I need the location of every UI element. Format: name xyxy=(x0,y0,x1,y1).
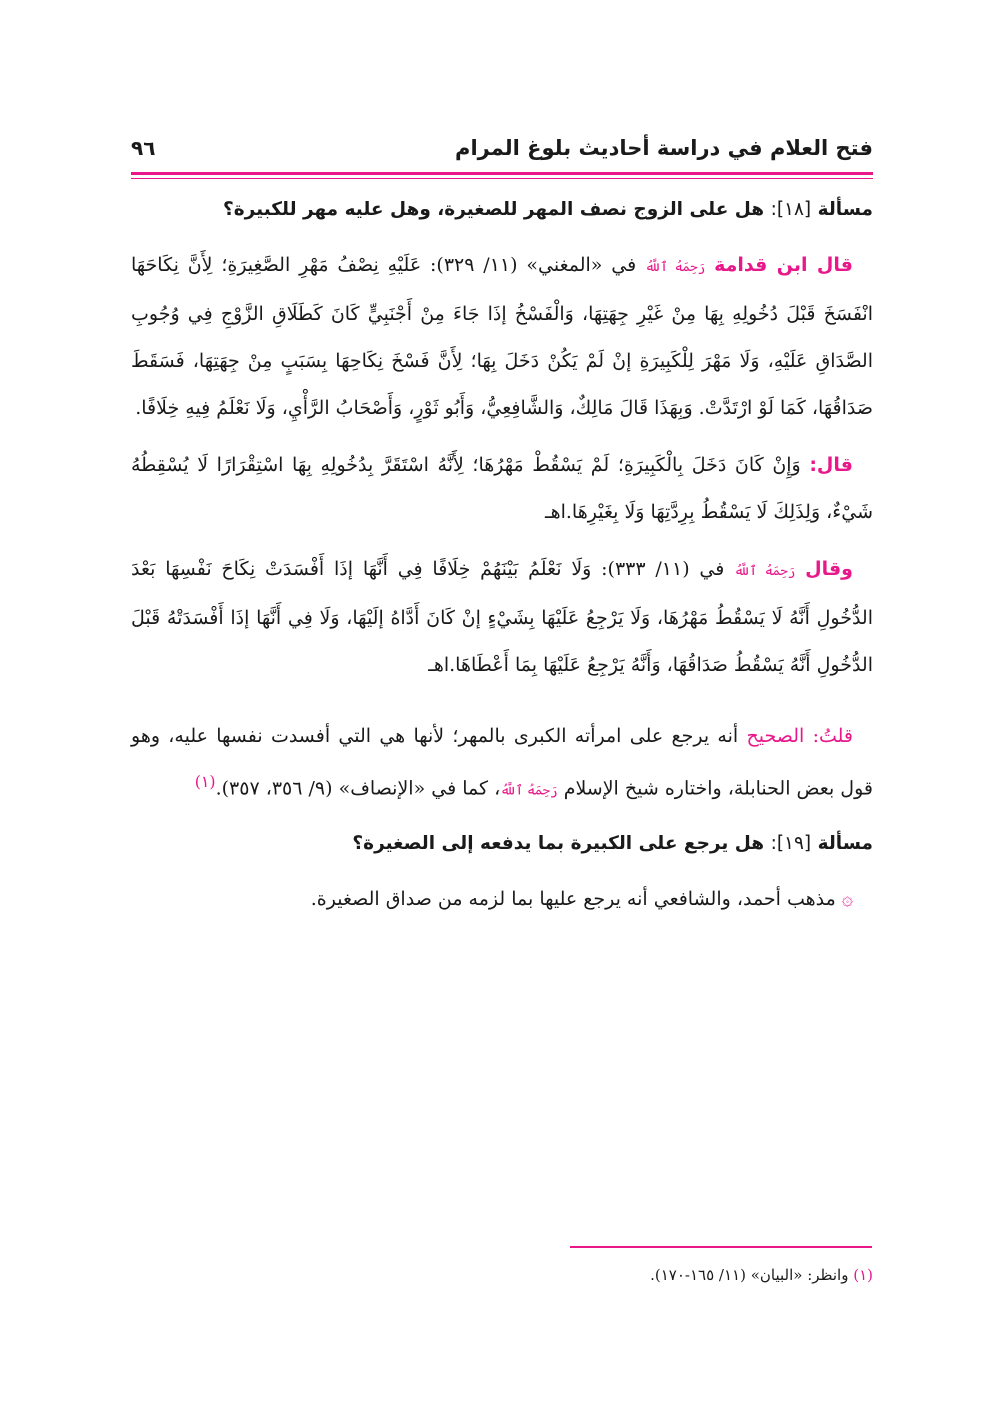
footnote-text: وانظر: «البيان» (١١/ ١٦٥-١٧٠). xyxy=(650,1266,854,1284)
page-number: ٩٦ xyxy=(131,136,156,160)
madhhab-text: مذهب أحمد، والشافعي أنه يرجع عليها بما لزمه من صداق الصغيرة. xyxy=(310,888,842,911)
sahih-keyword: الصحيح xyxy=(746,725,805,747)
footnote-number: (١) xyxy=(853,1266,873,1284)
question-text: هل على الزوج نصف المهر للصغيرة، وهل عليه مهر للكبيرة؟ xyxy=(223,199,765,220)
page-header xyxy=(131,126,873,170)
question-number: [١٩]: xyxy=(770,833,812,855)
footnote-ref[interactable]: (١) xyxy=(194,772,216,791)
quote-text: وَإِنْ كَانَ دَخَلَ بِالْكَبِيرَةِ؛ لَمْ يَسْقُطْ مَهْرُهَا؛ لِأَنَّهُ اسْتَقَرَّ بِدُخُولِهِ بِهَا اسْتِقْرَارًا لَا يُسْقِطُهُ شَيْءٌ، وَلِذَلِكَ لَا يَسْقُطُ بِرِدَّتِهَا وَلَا بِغَيْرِهَا.اهـ xyxy=(131,454,873,523)
question-number: [١٨]: xyxy=(770,199,812,220)
honorific-mark: رَحِمَهُ ٱللَّهُ xyxy=(734,564,796,579)
footnote xyxy=(131,1263,873,1287)
quote-text: في «المغني» (١١/ ٣٢٩): عَلَيْهِ نِصْفُ مَهْرِ الصَّغِيرَةِ؛ لِأَنَّ نِكَاحَهَا انْفَسَخَ قَبْلَ دُخُولِهِ بِهَا مِنْ غَيْرِ جِهَتِهَا، وَالْفَسْخُ إذَا جَاءَ مِنْ أَجْنَبِيٍّ كَانَ كَطَلَاقِ الزَّوْجِ فِي وُجُوبِ الصَّدَاقِ عَلَيْهِ، وَلَا مَهْرَ لِلْكَبِيرَةِ إنْ لَمْ يَكُنْ دَخَلَ بِهَا؛ لِأَنَّ فَسْخَ نِكَاحِهَا بِسَبَبٍ مِنْ جِهَتِهَا، فَسَقَطَ صَدَاقُهَا، كَمَا لَوْ ارْتَدَّتْ. وَبِهَذَا قَالَ مَالِكٌ، وَالشَّافِعِيُّ، وَأَبُو ثَوْرٍ، وَأَصْحَابُ الرَّأْيِ، وَلَا نَعْلَمُ فِيهِ خِلَافًا. xyxy=(131,254,873,419)
page-body xyxy=(131,186,873,932)
footnote-separator xyxy=(570,1246,872,1248)
flower-bullet-icon: ۞ xyxy=(841,888,853,911)
question-label: مسألة xyxy=(817,199,873,220)
paragraph-waqala xyxy=(131,546,873,689)
paragraph-qala xyxy=(131,442,873,536)
question-18-heading xyxy=(131,190,873,230)
question-text: هل يرجع على الكبيرة بما يدفعه إلى الصغيرة؟ xyxy=(352,833,765,855)
opinion-tail: ، كما في «الإنصاف» (٩/ ٣٥٦، ٣٥٧). xyxy=(215,777,501,800)
speaker-label: قال ابن قدامة xyxy=(714,254,853,276)
speaker-label: وقال xyxy=(805,558,853,580)
question-label: مسألة xyxy=(817,833,873,855)
running-title: فتح العلام في دراسة أحاديث بلوغ المرام xyxy=(455,136,873,160)
opinion-text: أنه يرجع على امرأته الكبرى بالمهر؛ لأنها هي التي أفسدت نفسها عليه، وهو قول بعض الحنابلة، واختاره شيخ الإسلام xyxy=(131,725,873,800)
honorific-mark: رَحِمَهُ ٱللَّهُ xyxy=(500,783,558,799)
paragraph-author-opinion xyxy=(131,713,873,814)
question-19-heading xyxy=(131,824,873,864)
qultu-label: قلتُ: xyxy=(812,725,853,747)
quote-text: في (١١/ ٣٣٣): وَلَا نَعْلَمُ بَيْنَهُمْ خِلَافًا فِي أَنَّهَا إذَا أَفْسَدَتْ نِكَاحَ نَفْسِهَا بَعْدَ الدُّخُولِ أَنَّهُ لَا يَسْقُطُ مَهْرُهَا، وَلَا يَرْجِعُ عَلَيْهَا بِشَيْءٍ إنْ كَانَ أَدَّاهُ إلَيْهَا، وَلَا فِي أَنَّهَا إذَا أَفْسَدَتْهُ قَبْلَ الدُّخُولِ أَنَّهُ يَسْقُطُ صَدَاقُهَا، وَأَنَّهُ يَرْجِعُ عَلَيْهَا بِمَا أَعْطَاهَا.اهـ xyxy=(131,558,873,676)
paragraph-madhhab xyxy=(131,876,873,922)
paragraph-ibn-qudama xyxy=(131,242,873,432)
speaker-label: قال: xyxy=(809,454,853,476)
honorific-mark: رَحِمَهُ ٱللَّهُ xyxy=(645,260,706,275)
header-rule-thick xyxy=(131,172,873,175)
header-rule-thin xyxy=(131,178,873,179)
